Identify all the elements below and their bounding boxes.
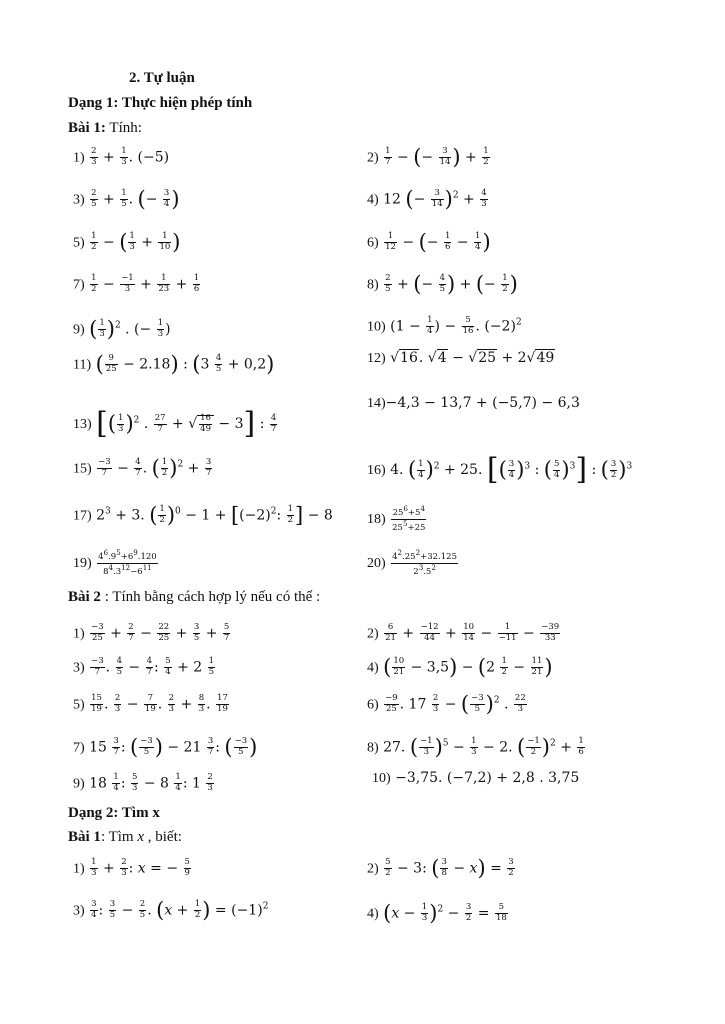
dang1-heading: Dạng 1: Thực hiện phép tính	[68, 95, 253, 111]
bai1-expression-18: 18) $\frac{25^6+5^4}{25^5+25}$	[367, 504, 426, 533]
bai2-expression-6: 6) $\frac{-9}{25}$ . 17 $\frac{2}{3}$ − ( $\frac{-3}{5}$ )$^2$ . $\frac{22}{3}$	[367, 691, 526, 716]
dang2-heading: Dạng 2: Tìm x	[68, 805, 160, 821]
bai1-expression-15: 15) $\frac{-3}{7}$ − $\frac{4}{7}$ . ( $\frac{1}{2}$ )$^2$ + $\frac{3}{7}$	[73, 455, 212, 480]
bai2-expression-8: 8) 27. ( $\frac{-1}{3}$ )$^5$ − $\frac{1}{3}$ − 2. ( $\frac{-1}{2}$ )$^2$ + $\frac{1}{6}$	[367, 734, 584, 759]
bai1-expression-20: 20) $\frac{4^2.25^2+32.125}{2^3.5^2}$	[367, 548, 457, 577]
bai1-expression-9: 9) ( $\frac{1}{3}$ )$^2$ . (− $\frac{1}{3}$ )	[73, 316, 171, 341]
dang2-bai1-heading: Bài 1: Tìm x , biết:	[68, 829, 182, 845]
bai1-expression-5: 5) $\frac{1}{2}$ − ( $\frac{1}{3}$ + $\frac{1}{10}$ )	[73, 229, 181, 254]
bai2-heading: Bài 2 : Tính bằng cách hợp lý nếu có thể :	[68, 589, 321, 605]
bai1-expression-4: 4) 12 (− $\frac{3}{14}$ )$^2$ + $\frac{4}{3}$	[367, 186, 487, 211]
bai1-expression-2: 2) $\frac{1}{7}$ − (− $\frac{3}{14}$ ) + $\frac{1}{2}$	[367, 144, 489, 169]
bai2-expression-9: 9) 18 $\frac{1}{4}$ : $\frac{5}{3}$ − 8 $\frac{1}{4}$ : 1 $\frac{2}{3}$	[73, 772, 213, 793]
bai1-expression-11: 11) ( $\frac{9}{25}$ − 2.18) : (3 $\frac{4}{5}$ + 0,2)	[73, 351, 275, 376]
bai2-expression-4: 4) ( $\frac{10}{21}$ − 3,5) − (2 $\frac{1}{2}$ − $\frac{11}{21}$ )	[367, 654, 553, 679]
bai1-heading: Bài 1: Tính:	[68, 120, 142, 136]
bai2-expression-1: 1) $\frac{-3}{25}$ + $\frac{2}{7}$ − $\frac{22}{25}$ + $\frac{3}{5}$ + $\frac{5}{7}$	[73, 622, 230, 643]
bai1-expression-6: 6) $\frac{1}{12}$ − (− $\frac{1}{6}$ − $\frac{1}{4}$ )	[367, 229, 491, 254]
bai1-expression-19: 19) $\frac{4^6.9^5+6^9.120}{8^4.3^{12}-6^{11}}$	[73, 548, 157, 577]
bai1-expression-10: 10) (1 − $\frac{1}{4}$ ) − $\frac{5}{16}$ . $(-2)^2$	[367, 315, 522, 336]
bai1-expression-17: 17) $2^3 + 3$. ( $\frac{1}{2}$ )$^0 - 1 + [(-2)^2$: $\frac{1}{2}$ ] − 8	[73, 502, 333, 527]
bai1-expression-7: 7) $\frac{1}{2}$ − $\frac{-1}{3}$ + $\frac{1}{23}$ + $\frac{1}{6}$	[73, 273, 200, 294]
bai1-expression-14: 14)−4,3 − 13,7 + (−5,7) − 6,3	[367, 395, 580, 411]
bai1-expression-8: 8) $\frac{2}{5}$ + (− $\frac{4}{5}$ ) + (− $\frac{1}{2}$ )	[367, 271, 518, 296]
section-heading: 2. Tự luận	[129, 70, 195, 86]
timx-expression-1: 1) $\frac{1}{3}$ + $\frac{2}{3}$ : x = − $\frac{5}{9}$	[73, 857, 190, 878]
bai1-expression-1: 1) $\frac{2}{3}$ + $\frac{1}{3}$ . (−5)	[73, 146, 170, 167]
bai1-expression-16: 16) 4. ( $\frac{1}{4}$ )$^2$ + 25. [( $\frac{3}{4}$ )$^3$ : ( $\frac{5}{4}$ )$^3$] : ( $\frac{3}{2}$ )$^3$	[367, 452, 633, 487]
bai2-expression-2: 2) $\frac{6}{21}$ + $\frac{-12}{44}$ + $\frac{10}{14}$ − $\frac{1}{-11}$ − $\frac{-39}{33}$	[367, 622, 560, 643]
timx-expression-4: 4) (x − $\frac{1}{3}$ )$^2$ − $\frac{3}{2}$ = $\frac{5}{18}$	[367, 900, 507, 925]
bai1-expression-13: 13) [( $\frac{1}{3}$ )$^2$ . $\frac{27}{7}$ + √ $\frac{16}{49}$ − 3] : $\frac{4}{7}$	[73, 406, 277, 441]
timx-expression-2: 2) $\frac{5}{2}$ − 3: ( $\frac{3}{8}$ − x) = $\frac{3}{2}$	[367, 855, 514, 880]
bai1-expression-3: 3) $\frac{2}{5}$ + $\frac{1}{5}$ . (− $\frac{3}{4}$ )	[73, 186, 180, 211]
timx-expression-3: 3) $\frac{3}{4}$ : $\frac{3}{5}$ − $\frac{2}{5}$ . (x + $\frac{1}{2}$ ) = $(-1)^2$	[73, 897, 269, 922]
bai2-expression-10: 10) −3,75. (−7,2) + 2,8 . 3,75	[372, 770, 580, 786]
bai2-expression-5: 5) $\frac{15}{19}$ . $\frac{2}{3}$ − $\frac{7}{19}$ . $\frac{2}{3}$ + $\frac{8}{3}$ . $\frac{17}{19}$	[73, 693, 228, 714]
bai2-expression-3: 3) $\frac{-3}{7}$ . $\frac{4}{5}$ − $\frac{4}{7}$ : $\frac{5}{4}$ + 2 $\frac{1}{5}$	[73, 656, 215, 677]
bai2-expression-7: 7) 15 $\frac{3}{7}$ : ( $\frac{-3}{5}$ ) − 21 $\frac{3}{7}$ : ( $\frac{-3}{5}$ )	[73, 734, 258, 759]
bai1-expression-12: 12) √16. √4 − √25 + 2√49	[367, 350, 555, 366]
